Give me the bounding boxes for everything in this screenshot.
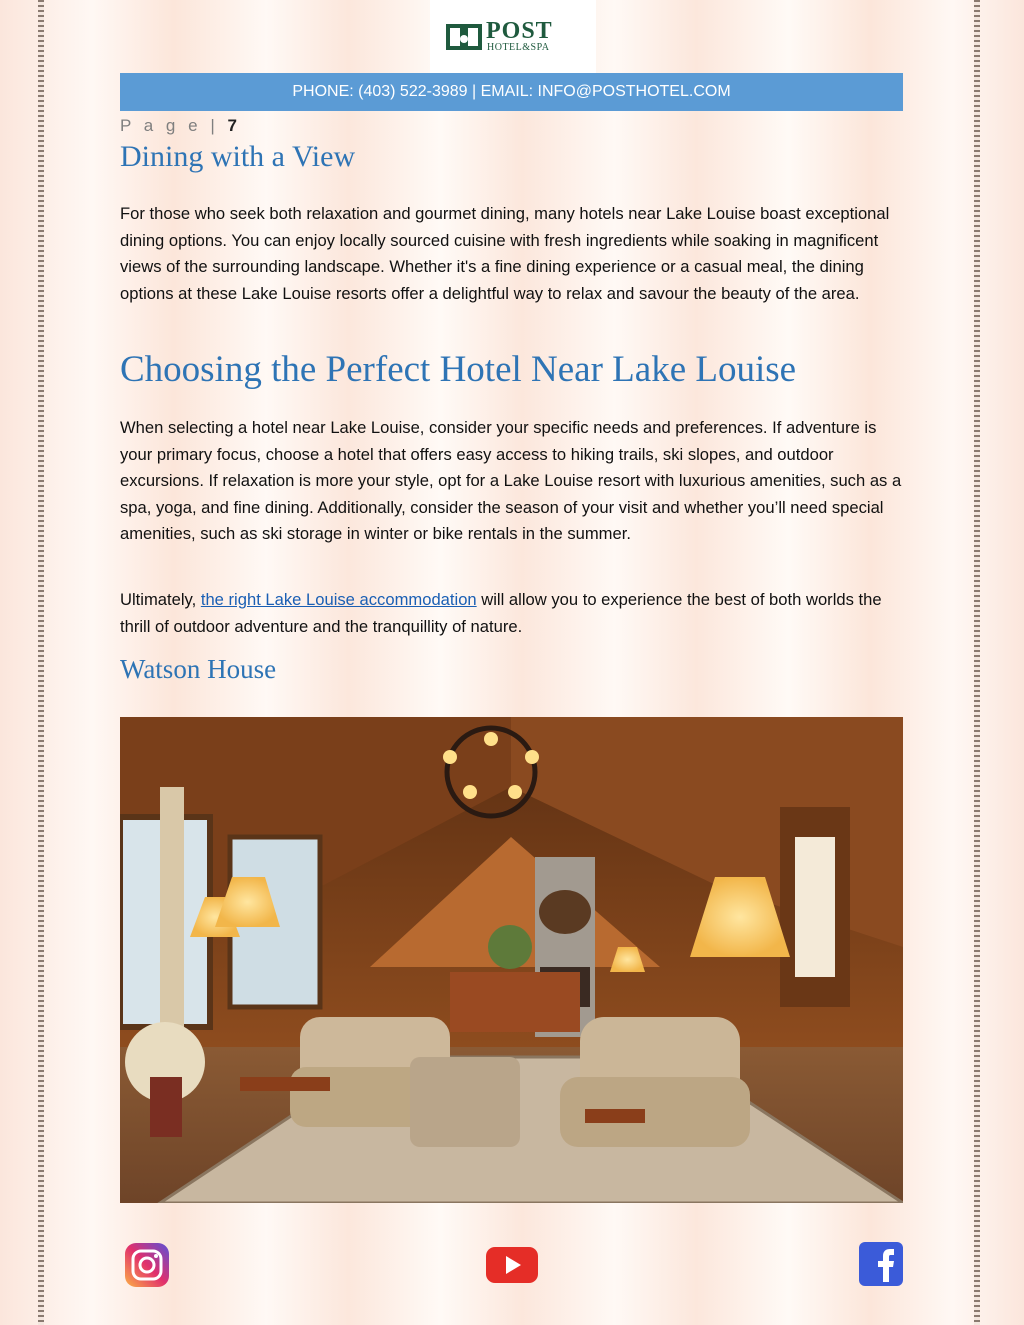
- dining-paragraph: For those who seek both relaxation and gourmet dining, many hotels near Lake Louise boast exceptional dining options. You can enjoy locally sourced cuisine with fresh ingredients while soaking in magnificent views of the surrounding landscape. Whether it's a fine dining experience or a casual meal, the dining options at these Lake Louise resorts offer a delightful way to relax and savour the beauty of the area.: [120, 204, 890, 303]
- watson-house-photo: [120, 717, 903, 1203]
- page-separator: |: [210, 116, 219, 135]
- watson-heading: Watson House: [120, 654, 277, 684]
- ultimately-paragraph: [120, 587, 910, 640]
- logo-sub: HOTEL&SPA: [487, 42, 550, 53]
- logo-mark-icon: [446, 24, 482, 50]
- logo-word: POST: [486, 18, 553, 44]
- hotel-logo[interactable]: [430, 0, 596, 74]
- ultimately-suffix: will allow you to experience the best of both worlds the thrill of outdoor adventure and the tranquillity of nature.: [120, 590, 882, 636]
- contact-bar: PHONE: (403) 522-3989 | EMAIL: INFO@POSTHOTEL.COM: [120, 73, 903, 111]
- youtube-icon[interactable]: [486, 1247, 538, 1283]
- choosing-heading: Choosing the Perfect Hotel Near Lake Louise: [120, 349, 797, 390]
- dining-heading: Dining with a View: [120, 140, 356, 173]
- right-border: [974, 0, 980, 1325]
- living-room-illustration: [120, 717, 903, 1203]
- page-label-text: P a g e: [120, 116, 202, 135]
- left-border: [38, 0, 44, 1325]
- page-number-value: 7: [227, 116, 237, 135]
- accommodation-link[interactable]: the right Lake Louise accommodation: [200, 590, 477, 609]
- ultimately-prefix: Ultimately,: [120, 590, 201, 609]
- page-number: [120, 116, 237, 136]
- instagram-icon[interactable]: [124, 1242, 170, 1288]
- choosing-paragraph: When selecting a hotel near Lake Louise, consider your specific needs and preferences. If adventure is your primary focus, choose a hotel that offers easy access to hiking trails, ski slopes, and outdoor excursions. If relaxation is more your style, opt for a Lake Louise resort with luxurious amenities, such as a spa, yoga, and fine dining. Additionally, consider the season of your visit and whether you’ll need special amenities, such as ski storage in winter or bike rentals in the summer.: [120, 418, 902, 543]
- facebook-icon[interactable]: [859, 1242, 903, 1286]
